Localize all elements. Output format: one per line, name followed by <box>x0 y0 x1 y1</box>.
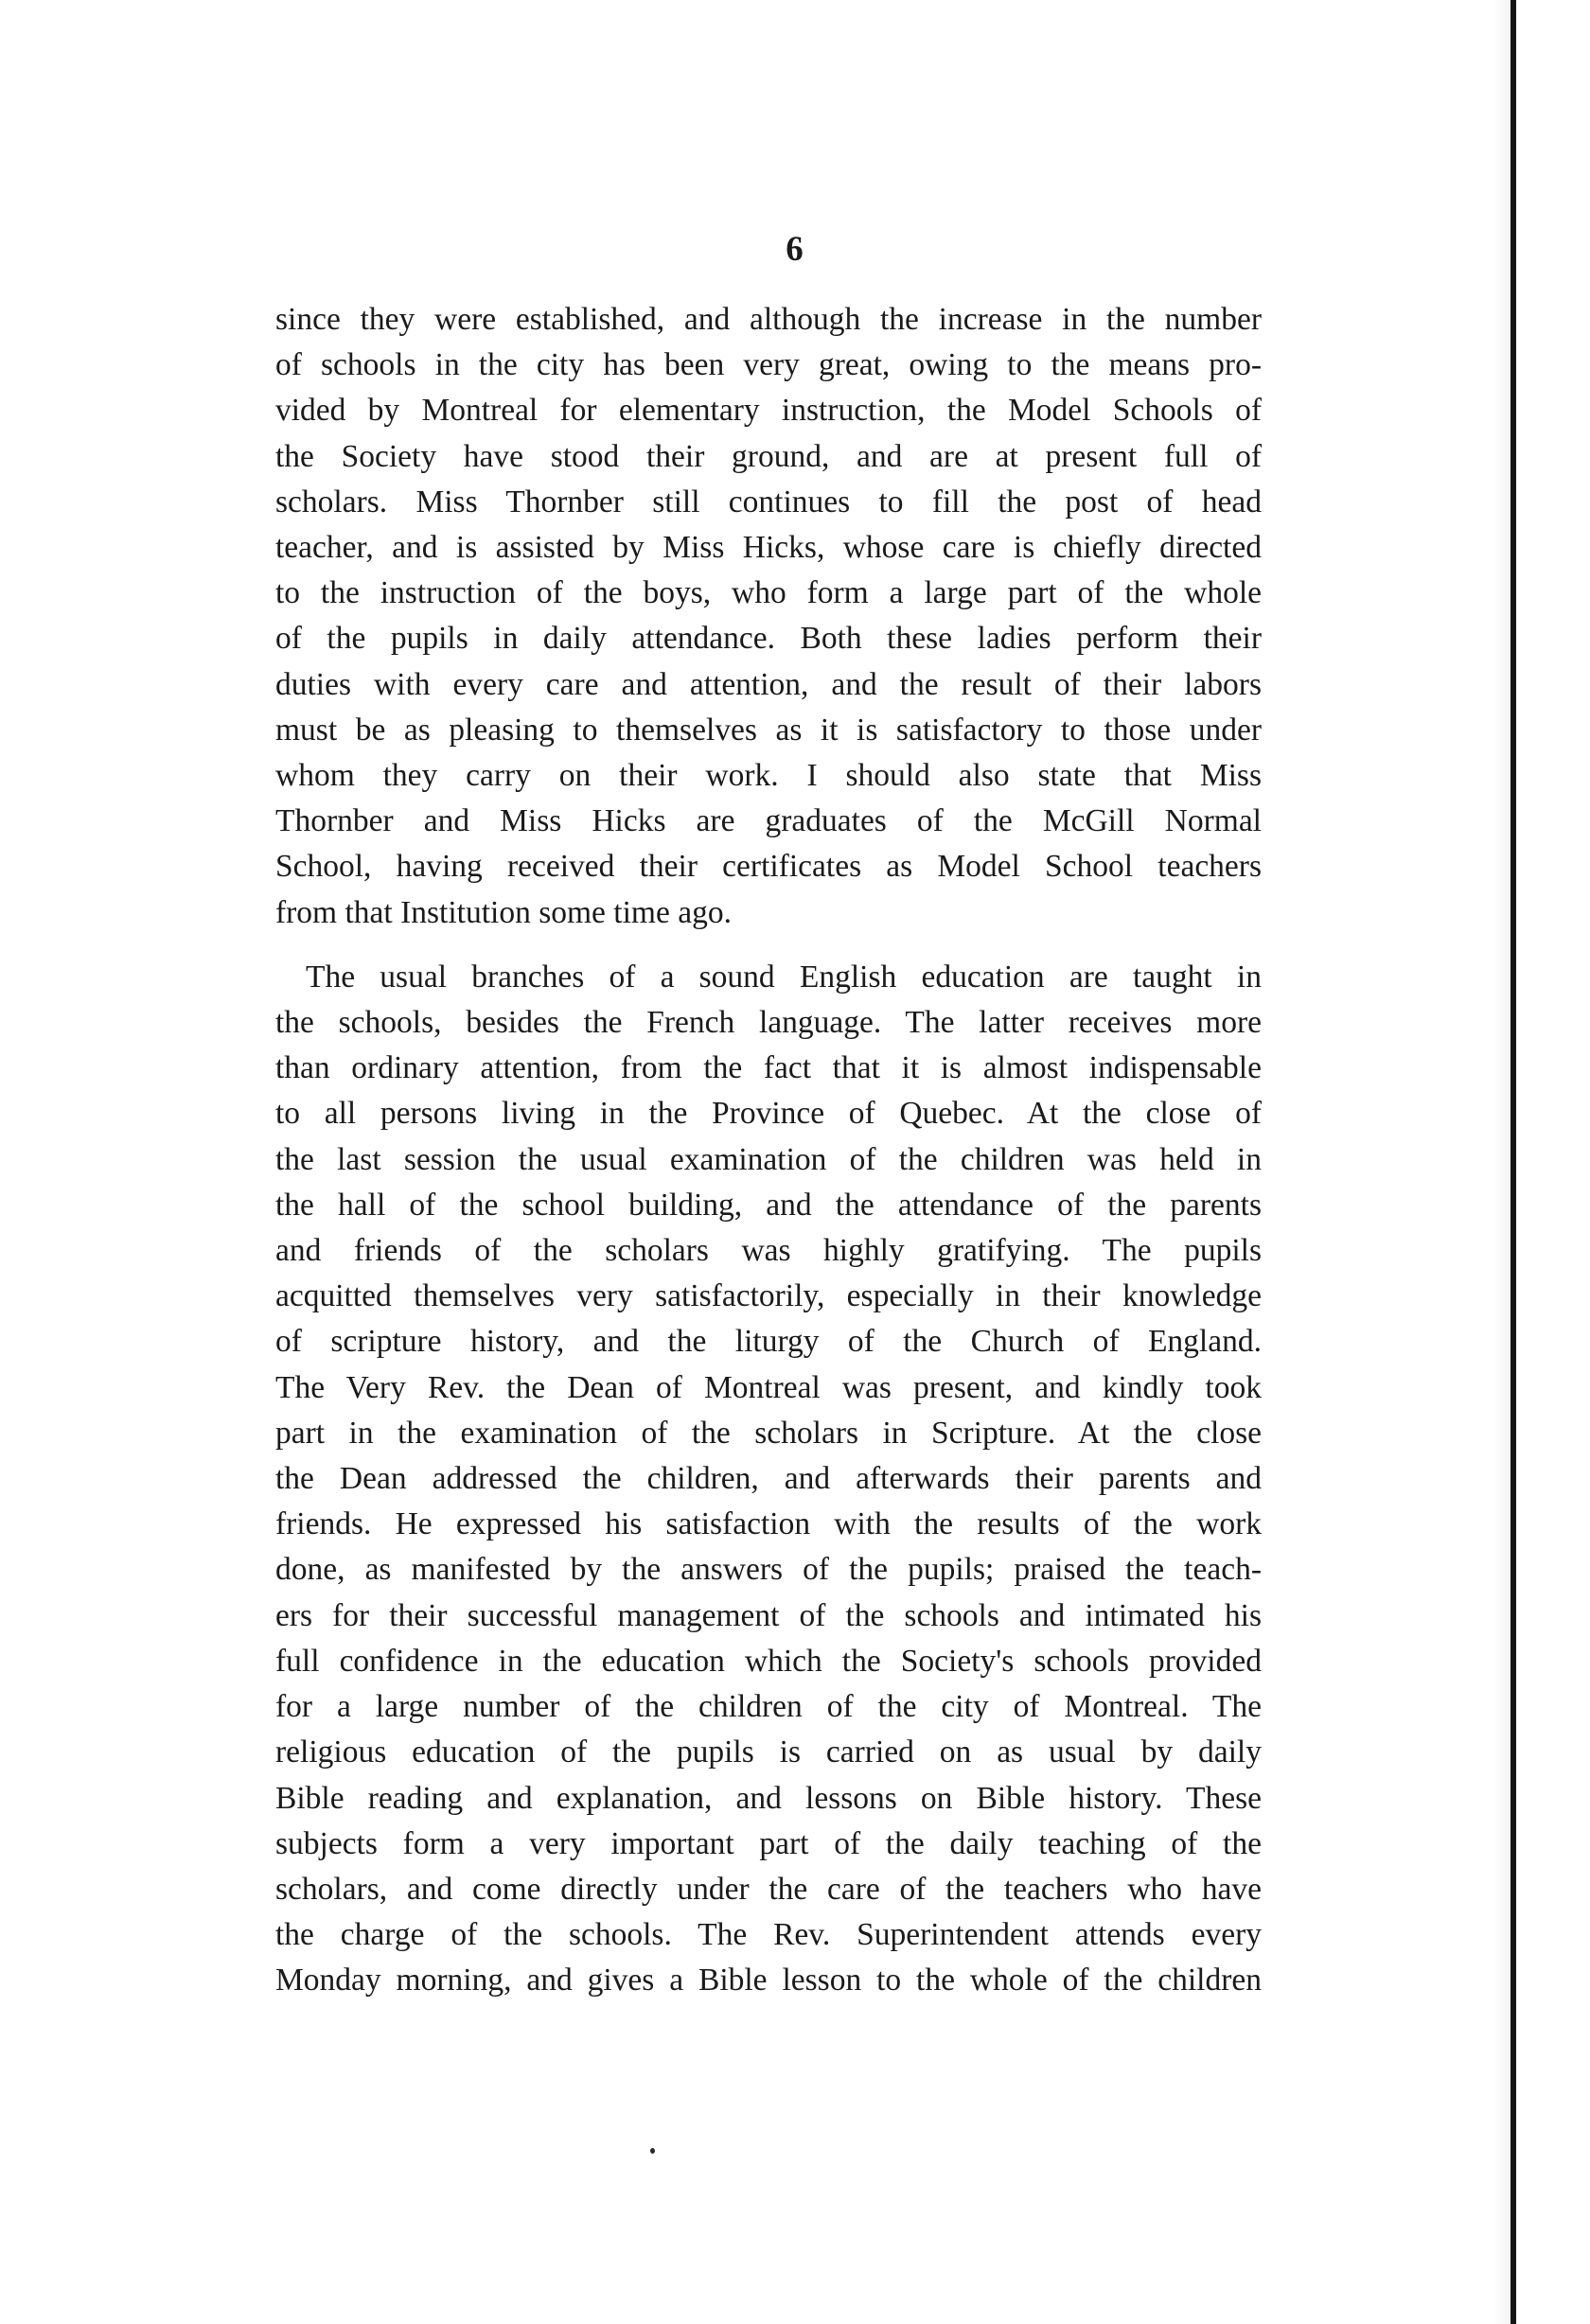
text-line: the last session the usual examination of the children was held in <box>275 1141 1262 1177</box>
text-line: teacher, and is assisted by Miss Hicks, whose care is chiefly directed <box>275 530 1262 566</box>
text-line: Thornber and Miss Hicks are graduates of the McGill Normal <box>275 803 1262 839</box>
text-line: religious education of the pupils is carried on as usual by daily <box>275 1734 1262 1770</box>
text-line: the schools, besides the French language. The latter receives more <box>275 1005 1262 1041</box>
text-line: friends. He expressed his satisfaction with the results of the work <box>275 1506 1262 1542</box>
text-line: of schools in the city has been very great, owing to the means pro- <box>275 347 1262 383</box>
text-line: of scripture history, and the liturgy of the Church of England. <box>275 1324 1262 1360</box>
text-line: subjects form a very important part of the daily teaching of the <box>275 1825 1262 1861</box>
body-text <box>275 297 1262 2004</box>
text-line: the charge of the schools. The Rev. Superintendent attends every <box>275 1917 1262 1953</box>
text-line: the hall of the school building, and the attendance of the parents <box>275 1187 1262 1223</box>
text-line: acquitted themselves very satisfactorily, especially in their knowledge <box>275 1278 1262 1314</box>
text-line: Monday morning, and gives a Bible lesson to the whole of the children <box>275 1963 1262 1998</box>
text-line: from that Institution some time ago. <box>275 894 732 930</box>
text-line: of the pupils in daily attendance. Both these ladies perform their <box>275 621 1262 657</box>
text-line: whom they carry on their work. I should also state that Miss <box>275 758 1262 794</box>
text-line: duties with every care and attention, and the result of their labors <box>275 666 1262 702</box>
page-edge-shadow <box>1493 0 1510 2324</box>
text-line: ers for their successful management of the schools and intimated his <box>275 1597 1262 1633</box>
text-line: the Dean addressed the children, and afterwards their parents and <box>275 1461 1262 1497</box>
text-line: Bible reading and explanation, and lessons on Bible history. These <box>275 1780 1262 1816</box>
text-line: done, as manifested by the answers of the pupils; praised the teach- <box>275 1552 1262 1588</box>
page-number: 6 <box>786 230 804 269</box>
text-line: to the instruction of the boys, who form a large part of the whole <box>275 575 1262 611</box>
text-line: must be as pleasing to themselves as it is satisfactory to those under <box>275 712 1262 748</box>
text-line: for a large number of the children of the city of Montreal. The <box>275 1689 1262 1725</box>
text-line: than ordinary attention, from the fact that it is almost indispensable <box>275 1050 1262 1086</box>
text-line: since they were established, and although the increase in the number <box>275 302 1262 337</box>
text-line: the Society have stood their ground, and are at present full of <box>275 438 1262 474</box>
text-line: full confidence in the education which the Society's schools provided <box>275 1643 1262 1679</box>
scan-binding-edge <box>1510 0 1516 2324</box>
text-line: School, having received their certificates as Model School teachers <box>275 849 1262 885</box>
text-line: The Very Rev. the Dean of Montreal was present, and kindly took <box>275 1369 1262 1405</box>
paragraph-1 <box>275 297 1262 936</box>
text-line: to all persons living in the Province of Quebec. At the close of <box>275 1096 1262 1132</box>
text-line: The usual branches of a sound English education are taught in <box>306 959 1262 995</box>
text-line: scholars, and come directly under the care of the teachers who have <box>275 1871 1262 1907</box>
text-line: part in the examination of the scholars in Scripture. At the close <box>275 1415 1262 1451</box>
ink-speck <box>650 2148 655 2154</box>
paragraph-2 <box>275 955 1262 2004</box>
text-line: vided by Montreal for elementary instruction, the Model Schools of <box>275 393 1262 429</box>
text-line: scholars. Miss Thornber still continues to fill the post of head <box>275 484 1262 519</box>
text-line: and friends of the scholars was highly gratifying. The pupils <box>275 1233 1262 1269</box>
